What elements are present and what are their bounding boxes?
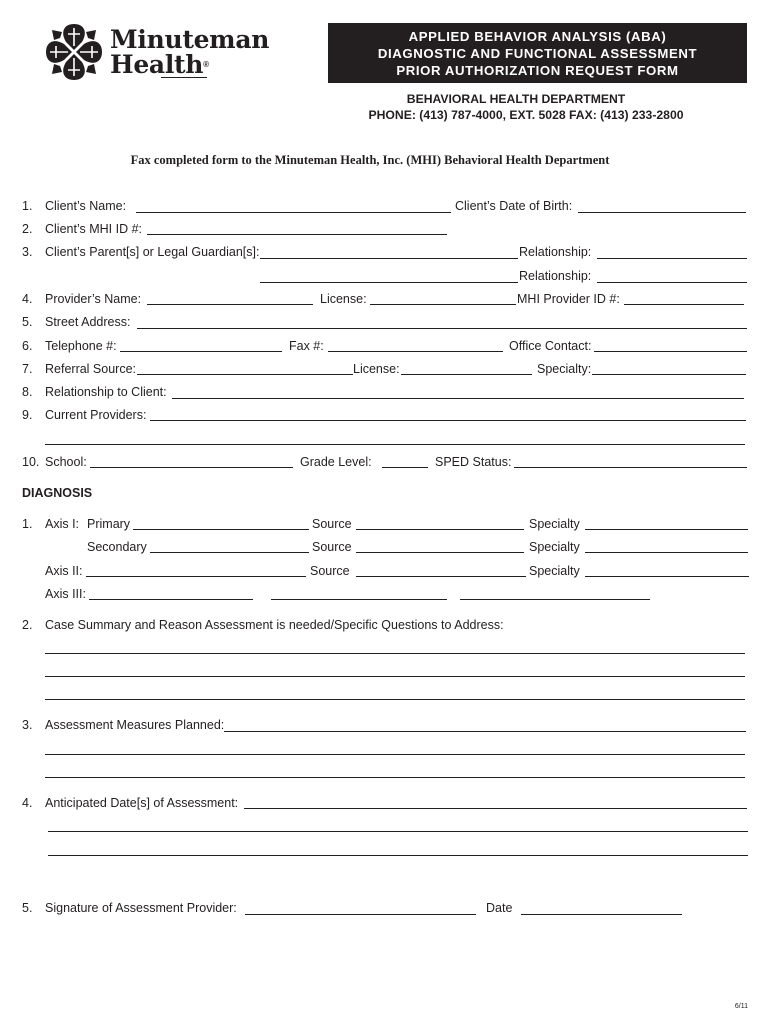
case-summary-field-3[interactable]: [45, 699, 745, 700]
sped-status-label: SPED Status:: [435, 455, 512, 469]
title-line2: DIAGNOSTIC AND FUNCTIONAL ASSESSMENT: [377, 46, 698, 61]
fax-field[interactable]: [328, 351, 503, 352]
street-address-field[interactable]: [137, 328, 747, 329]
provider-name-field[interactable]: [147, 304, 313, 305]
diagnosis-heading: DIAGNOSIS: [22, 486, 93, 500]
client-dob-field[interactable]: [578, 212, 746, 213]
case-summary-field-2[interactable]: [45, 676, 745, 677]
grade-level-field[interactable]: [382, 467, 428, 468]
relationship-field-2[interactable]: [597, 282, 747, 283]
form-title-box: [328, 23, 747, 83]
office-contact-label: Office Contact:: [509, 339, 592, 353]
item-number: 9.: [22, 408, 33, 422]
axis1-label: Axis I:: [45, 517, 80, 531]
provider-name-label: Provider’s Name:: [45, 292, 142, 306]
item-number: 4.: [22, 796, 33, 810]
referral-source-field[interactable]: [137, 374, 353, 375]
secondary-label: Secondary: [87, 540, 147, 554]
specialty-label: Specialty: [529, 540, 580, 554]
specialty-field[interactable]: [592, 374, 746, 375]
item-number: 5.: [22, 315, 33, 329]
anticipated-dates-field-1[interactable]: [244, 808, 747, 809]
item-number: 3.: [22, 718, 33, 732]
relationship-field-1[interactable]: [597, 258, 747, 259]
fax-label: Fax #:: [289, 339, 324, 353]
axis3-field-3[interactable]: [460, 599, 650, 600]
axis3-label: Axis III:: [45, 587, 86, 601]
client-mhi-id-field[interactable]: [147, 234, 447, 235]
source-label: Source: [312, 540, 352, 554]
axis2-source-field[interactable]: [356, 576, 526, 577]
mhi-provider-id-field[interactable]: [624, 304, 744, 305]
logo-underline: [161, 77, 207, 78]
axis1-secondary-specialty-field[interactable]: [585, 552, 748, 553]
date-field[interactable]: [521, 914, 682, 915]
title-line1: APPLIED BEHAVIOR ANALYSIS (ABA): [408, 29, 667, 44]
referral-license-label: License:: [353, 362, 400, 376]
client-name-field[interactable]: [136, 212, 451, 213]
axis2-specialty-field[interactable]: [585, 576, 749, 577]
current-providers-label: Current Providers:: [45, 408, 147, 422]
trademark: ®: [203, 60, 209, 69]
axis1-secondary-source-field[interactable]: [356, 552, 524, 553]
item-number: 1.: [22, 199, 33, 213]
street-address-label: Street Address:: [45, 315, 131, 329]
relationship-to-client-label: Relationship to Client:: [45, 385, 167, 399]
item-number: 6.: [22, 339, 33, 353]
guardian-field-1[interactable]: [260, 258, 518, 259]
item-number: 8.: [22, 385, 33, 399]
item-number: 5.: [22, 901, 33, 915]
guardian-field-2[interactable]: [260, 282, 518, 283]
telephone-label: Telephone #:: [45, 339, 117, 353]
measures-field-1[interactable]: [224, 731, 746, 732]
axis1-primary-field[interactable]: [133, 529, 309, 530]
relationship-label-1: Relationship:: [519, 245, 592, 259]
anticipated-dates-label: Anticipated Date[s] of Assessment:: [45, 796, 239, 810]
axis2-label: Axis II:: [45, 564, 83, 578]
axis3-field-1[interactable]: [89, 599, 253, 600]
relationship-to-client-field[interactable]: [172, 398, 744, 399]
sped-status-field[interactable]: [514, 467, 747, 468]
source-label: Source: [310, 564, 350, 578]
item-number: 2.: [22, 618, 33, 632]
referral-license-field[interactable]: [401, 374, 532, 375]
case-summary-field-1[interactable]: [45, 653, 745, 654]
axis1-primary-specialty-field[interactable]: [585, 529, 748, 530]
axis3-field-2[interactable]: [271, 599, 447, 600]
source-label: Source: [312, 517, 352, 531]
logo-wordmark-line2-text: Health: [110, 50, 204, 79]
axis1-secondary-field[interactable]: [150, 552, 309, 553]
school-label: School:: [45, 455, 87, 469]
item-number: 3.: [22, 245, 33, 259]
relationship-label-2: Relationship:: [519, 269, 592, 283]
logo-wordmark-line2: [110, 52, 209, 78]
measures-field-3[interactable]: [45, 777, 745, 778]
client-dob-label: Client’s Date of Birth:: [455, 199, 573, 213]
referral-source-label: Referral Source:: [45, 362, 137, 376]
client-mhi-id-label: Client’s MHI ID #:: [45, 222, 143, 236]
item-number: 2.: [22, 222, 33, 236]
specialty-label: Specialty: [529, 517, 580, 531]
license-label: License:: [320, 292, 367, 306]
signature-label: Signature of Assessment Provider:: [45, 901, 237, 915]
measures-label: Assessment Measures Planned:: [45, 718, 225, 732]
grade-level-label: Grade Level:: [300, 455, 372, 469]
department-contact: PHONE: (413) 787-4000, EXT. 5028 FAX: (413) 233-2800: [368, 108, 684, 122]
anticipated-dates-field-3[interactable]: [48, 855, 748, 856]
guardian-label: Client’s Parent[s] or Legal Guardian[s]:: [45, 245, 260, 259]
item-number: 4.: [22, 292, 33, 306]
specialty-label: Specialty:: [537, 362, 592, 376]
client-name-label: Client’s Name:: [45, 199, 127, 213]
department-name: BEHAVIORAL HEALTH DEPARTMENT: [406, 92, 626, 106]
axis1-primary-source-field[interactable]: [356, 529, 524, 530]
primary-label: Primary: [87, 517, 131, 531]
logo-wordmark-line1: Minuteman: [110, 25, 270, 54]
date-label: Date: [486, 901, 513, 915]
measures-field-2[interactable]: [45, 754, 745, 755]
signature-field[interactable]: [245, 914, 476, 915]
anticipated-dates-field-2[interactable]: [48, 831, 748, 832]
specialty-label: Specialty: [529, 564, 580, 578]
axis2-field[interactable]: [86, 576, 306, 577]
case-summary-label: Case Summary and Reason Assessment is needed/Specific Questions to Address:: [45, 618, 504, 632]
office-contact-field[interactable]: [594, 351, 747, 352]
school-field[interactable]: [90, 467, 293, 468]
current-providers-field-2[interactable]: [45, 444, 745, 445]
current-providers-field-1[interactable]: [150, 420, 746, 421]
revision-date: 6/11: [734, 1003, 748, 1010]
item-number: 1.: [22, 517, 33, 531]
title-line3: PRIOR AUTHORIZATION REQUEST FORM: [396, 63, 679, 78]
item-number: 7.: [22, 362, 33, 376]
fax-instruction: Fax completed form to the Minuteman Health, Inc. (MHI) Behavioral Health Department: [130, 153, 610, 167]
telephone-field[interactable]: [120, 351, 282, 352]
minuteman-cross-logo-icon: [44, 22, 104, 82]
mhi-provider-id-label: MHI Provider ID #:: [517, 292, 620, 306]
license-field[interactable]: [370, 304, 516, 305]
item-number: 10.: [22, 455, 40, 469]
